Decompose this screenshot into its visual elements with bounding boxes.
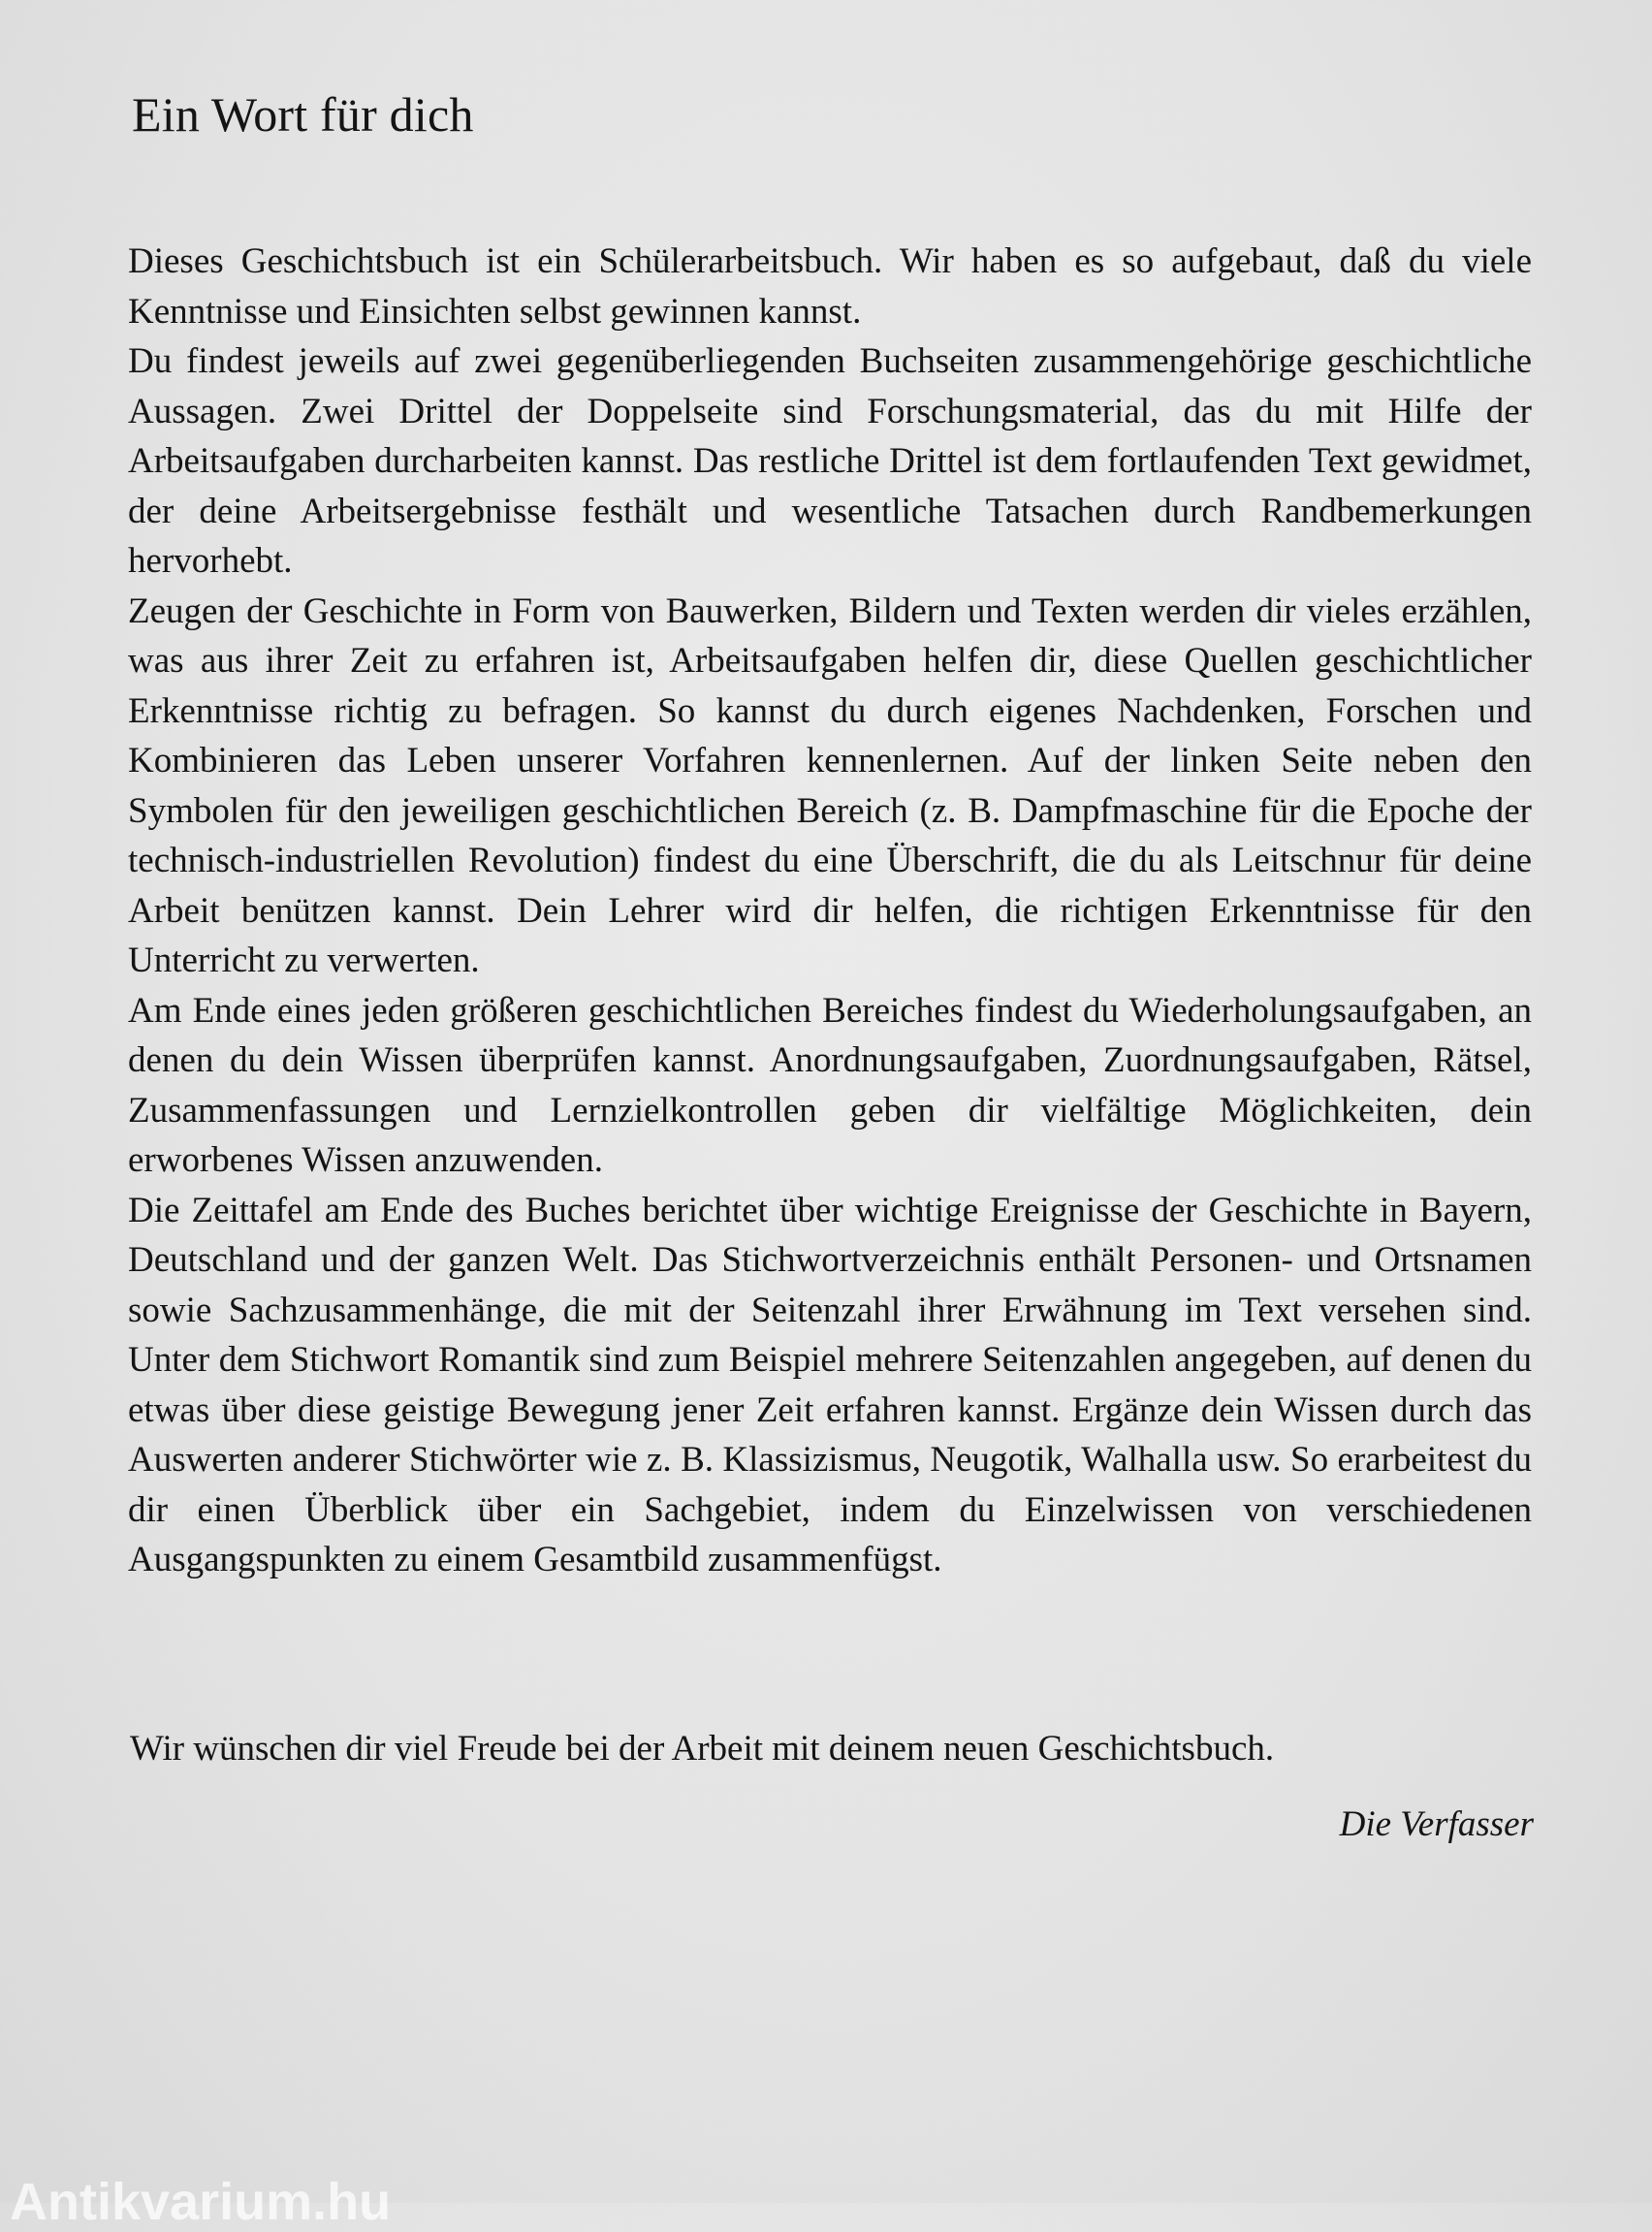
- paragraph-5: Die Zeittafel am Ende des Buches berichtet über wichtige Ereignisse der Geschichte in Bayern, Deutschland und der ganzen Welt. Das Stichwortverzeichnis enthält Personen- und Ortsnamen sowie Sachzusammenhänge, die mit der Seitenzahl ihrer Erwähnung im Text versehen sind. Unter dem Stichwort Romantik sind zum Beispiel mehrere Seitenzahlen angegeben, auf denen du etwas über diese geistige Bewegung jener Zeit erfahren kannst. Ergänze dein Wissen durch das Auswerten anderer Stichwörter wie z. B. Klassizismus, Neugotik, Walhalla usw. So erarbeitest du dir einen Überblick über ein Sachgebiet, indem du Einzelwissen von verschiedenen Ausgangspunkten zu einem Gesamtbild zusammenfügst.: [128, 1190, 1532, 1579]
- paragraph-1: Dieses Geschichtsbuch ist ein Schülerarbeitsbuch. Wir haben es so aufgebaut, daß du viele Kenntnisse und Einsichten selbst gewinnen kannst.: [128, 241, 1532, 332]
- body-text: [128, 237, 1532, 1585]
- paragraph-4: Am Ende eines jeden größeren geschichtlichen Bereiches findest du Wiederholungsaufgaben, an denen du dein Wissen überprüfen kannst. Anordnungsaufgaben, Zuordnungsaufgaben, Rätsel, Zusammenfassungen und Lernzielkontrollen geben dir vielfältige Möglichkeiten, dein erworbenes Wissen anzuwenden.: [128, 990, 1532, 1180]
- signature: Die Verfasser: [1339, 1804, 1534, 1844]
- watermark: Antikvarium.hu: [10, 2173, 392, 2231]
- page-title: Ein Wort für dich: [132, 87, 474, 142]
- paragraph-3: Zeugen der Geschichte in Form von Bauwerken, Bildern und Texten werden dir vieles erzählen, was aus ihrer Zeit zu erfahren ist, Arbeitsaufgaben helfen dir, diese Quellen geschichtlicher Erkenntnisse richtig zu befragen. So kannst du durch eigenes Nachdenken, Forschen und Kombinieren das Leben unserer Vorfahren kennenlernen. Auf der linken Seite neben den Symbolen für den jeweiligen geschichtlichen Bereich (z. B. Dampfmaschine für die Epoche der technisch-industriellen Revolution) findest du eine Überschrift, die du als Leitschnur für deine Arbeit benützen kannst. Dein Lehrer wird dir helfen, die richtigen Erkenntnisse für den Unterricht zu verwerten.: [128, 590, 1532, 980]
- paragraph-2: Du findest jeweils auf zwei gegenüberliegenden Buchseiten zusammengehörige geschichtliche Aussagen. Zwei Drittel der Doppelseite sind Forschungsmaterial, das du mit Hilfe der Arbeitsaufgaben durcharbeiten kannst. Das restliche Drittel ist dem fortlaufenden Text gewidmet, der deine Arbeitsergebnisse festhält und wesentliche Tatsachen durch Randbemerkungen hervorhebt.: [128, 341, 1532, 581]
- closing-line: Wir wünschen dir viel Freude bei der Arbeit mit deinem neuen Geschichtsbuch.: [130, 1729, 1275, 1769]
